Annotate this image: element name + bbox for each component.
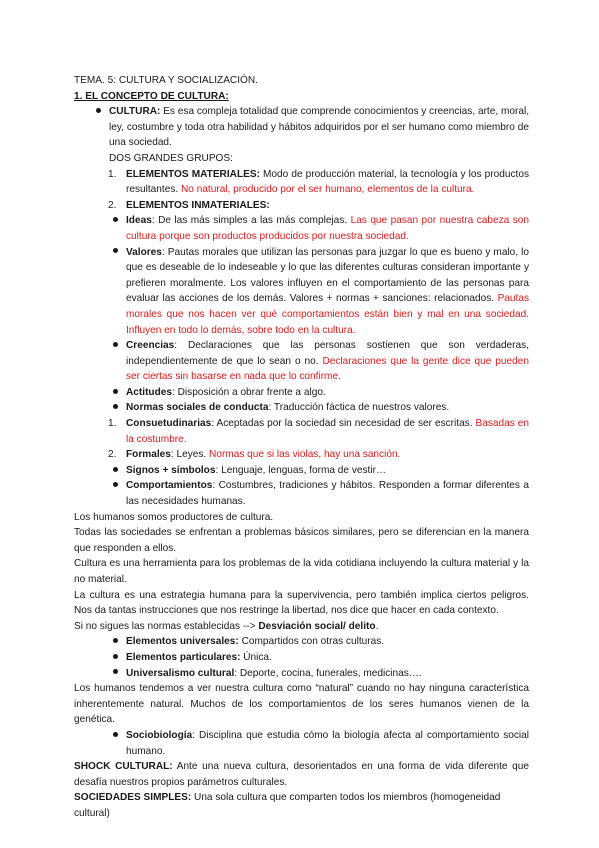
item-materiales: 1. ELEMENTOS MATERIALES: Modo de producción material, la tecnología y los productos resultantes. No natural, producido por el ser humano, elementos de la cultura. bbox=[108, 168, 529, 196]
bullet-icon bbox=[93, 104, 103, 120]
groups-label: DOS GRANDES GRUPOS: bbox=[109, 152, 233, 164]
paragraph: Todas las sociedades se enfrentan a problemas básicos similares, pero se diferencian en la manera que responden a ellos. bbox=[74, 527, 529, 554]
bullet-cultura: CULTURA: Es esa compleja totalidad que comprende conocimientos y creencias, arte, moral, ley, costumbre y toda otra habilidad y hábitos adquiridos por el ser humano como miembro de una sociedad. bbox=[74, 104, 529, 151]
term-cultura: CULTURA: bbox=[109, 106, 161, 118]
paragraph: Los humanos somos productores de cultura. bbox=[74, 511, 274, 523]
bullet-valores: Valores: Pautas morales que utilizan las personas para juzgar lo que es bueno y malo, lo que es deseable de lo indeseable y lo que las diferentes culturas consideran importante y prefieren moralmente. Los valores influyen en el comportamiento de las personas para evaluar las acciones de los demás. Valores + normas + sanciones: relacionados. Pautas morales que nos hacen ver qué comportamientos están bien y mal en una sociedad. Influyen en todo lo demás, sobre todo en la cultura. bbox=[74, 245, 529, 339]
bullet-icon bbox=[110, 400, 120, 416]
bullet-icon bbox=[110, 245, 120, 261]
item-formales: 2. Formales: Leyes. Normas que si las violas, hay una sanción. bbox=[74, 447, 529, 463]
document-body bbox=[74, 73, 529, 822]
bullet-comportamientos: Comportamientos: Costumbres, tradiciones y hábitos. Responden a formar diferentes a las necesidades humanas. bbox=[74, 478, 529, 509]
bullet-icon bbox=[110, 650, 120, 666]
bullet-icon bbox=[110, 213, 120, 229]
bullet-icon bbox=[110, 666, 120, 682]
bullet-actitudes: Actitudes: Disposición a obrar frente a algo. bbox=[74, 385, 529, 401]
list-number: 1. bbox=[108, 418, 117, 430]
list-number: 2. bbox=[108, 199, 117, 211]
paragraph-desviacion: Si no sigues las normas establecidas --> Desviación social/ delito. bbox=[74, 620, 379, 632]
bullet-icon bbox=[110, 478, 120, 494]
bullet-icon bbox=[110, 338, 120, 354]
bullet-icon bbox=[110, 634, 120, 650]
item-consuetudinarias: 1. Consuetudinarias: Aceptadas por la sociedad sin necesidad de ser escritas. Basadas en la costumbre. bbox=[108, 418, 529, 445]
bullet-icon bbox=[110, 385, 120, 401]
list-number: 1. bbox=[108, 168, 117, 180]
bullet-ideas: Ideas: De las más simples a las más complejas. Las que pasan por nuestra cabeza son cultura porque son productos producidos por nuestra sociedad. bbox=[74, 213, 529, 244]
paragraph: Los humanos tendemos a ver nuestra cultura como “natural” cuando no hay ninguna característica inherentemente natural. Muchos de los comportamientos de los seres humanos vienen de la genética. bbox=[74, 683, 529, 726]
item-inmateriales: 2. ELEMENTOS INMATERIALES: bbox=[74, 198, 529, 214]
bullet-icon bbox=[110, 463, 120, 479]
section-heading: 1. EL CONCEPTO DE CULTURA: bbox=[74, 90, 229, 102]
paragraph: La cultura es una estrategia humana para la supervivencia, pero también implica ciertos peligros. Nos da tantas instrucciones que nos restringe la libertad, nos dice que hacer en cada contexto. bbox=[74, 589, 529, 617]
bullet-signos: Signos + símbolos: Lenguaje, lenguas, forma de vestir… bbox=[74, 463, 529, 479]
bullet-icon bbox=[110, 728, 120, 744]
bullet-particulares: Elementos particulares: Única. bbox=[74, 650, 529, 666]
paragraph: Cultura es una herramienta para los problemas de la vida cotidiana incluyendo la cultura material y la no material. bbox=[74, 558, 529, 585]
list-number: 2. bbox=[108, 449, 117, 461]
bullet-creencias: Creencias: Declaraciones que las personas sostienen que son verdaderas, independientemente de que lo sean o no. Declaraciones que la gente dice que pueden ser ciertas sin basarse en nada que lo confirme. bbox=[74, 338, 529, 385]
bullet-sociobiologia: Sociobiología: Disciplina que estudia cómo la biología afecta al comportamiento social humano. bbox=[74, 728, 529, 759]
bullet-universales: Elementos universales: Compartidos con otras culturas. bbox=[74, 634, 529, 650]
bullet-universalismo: Universalismo cultural: Deporte, cocina, funerales, medicinas…. bbox=[74, 666, 529, 682]
bullet-normas: Normas sociales de conducta: Traducción fáctica de nuestros valores. bbox=[74, 400, 529, 416]
document-title: TEMA. 5: CULTURA Y SOCIALIZACIÓN. bbox=[74, 75, 258, 86]
paragraph-shock: SHOCK CULTURAL: Ante una nueva cultura, desorientados en una forma de vida diferente que desafía nuestros propios parámetros culturales. bbox=[74, 761, 529, 788]
paragraph-simples: SOCIEDADES SIMPLES: Una sola cultura que comparten todos los miembros (homogeneidad cultural) bbox=[74, 792, 501, 819]
